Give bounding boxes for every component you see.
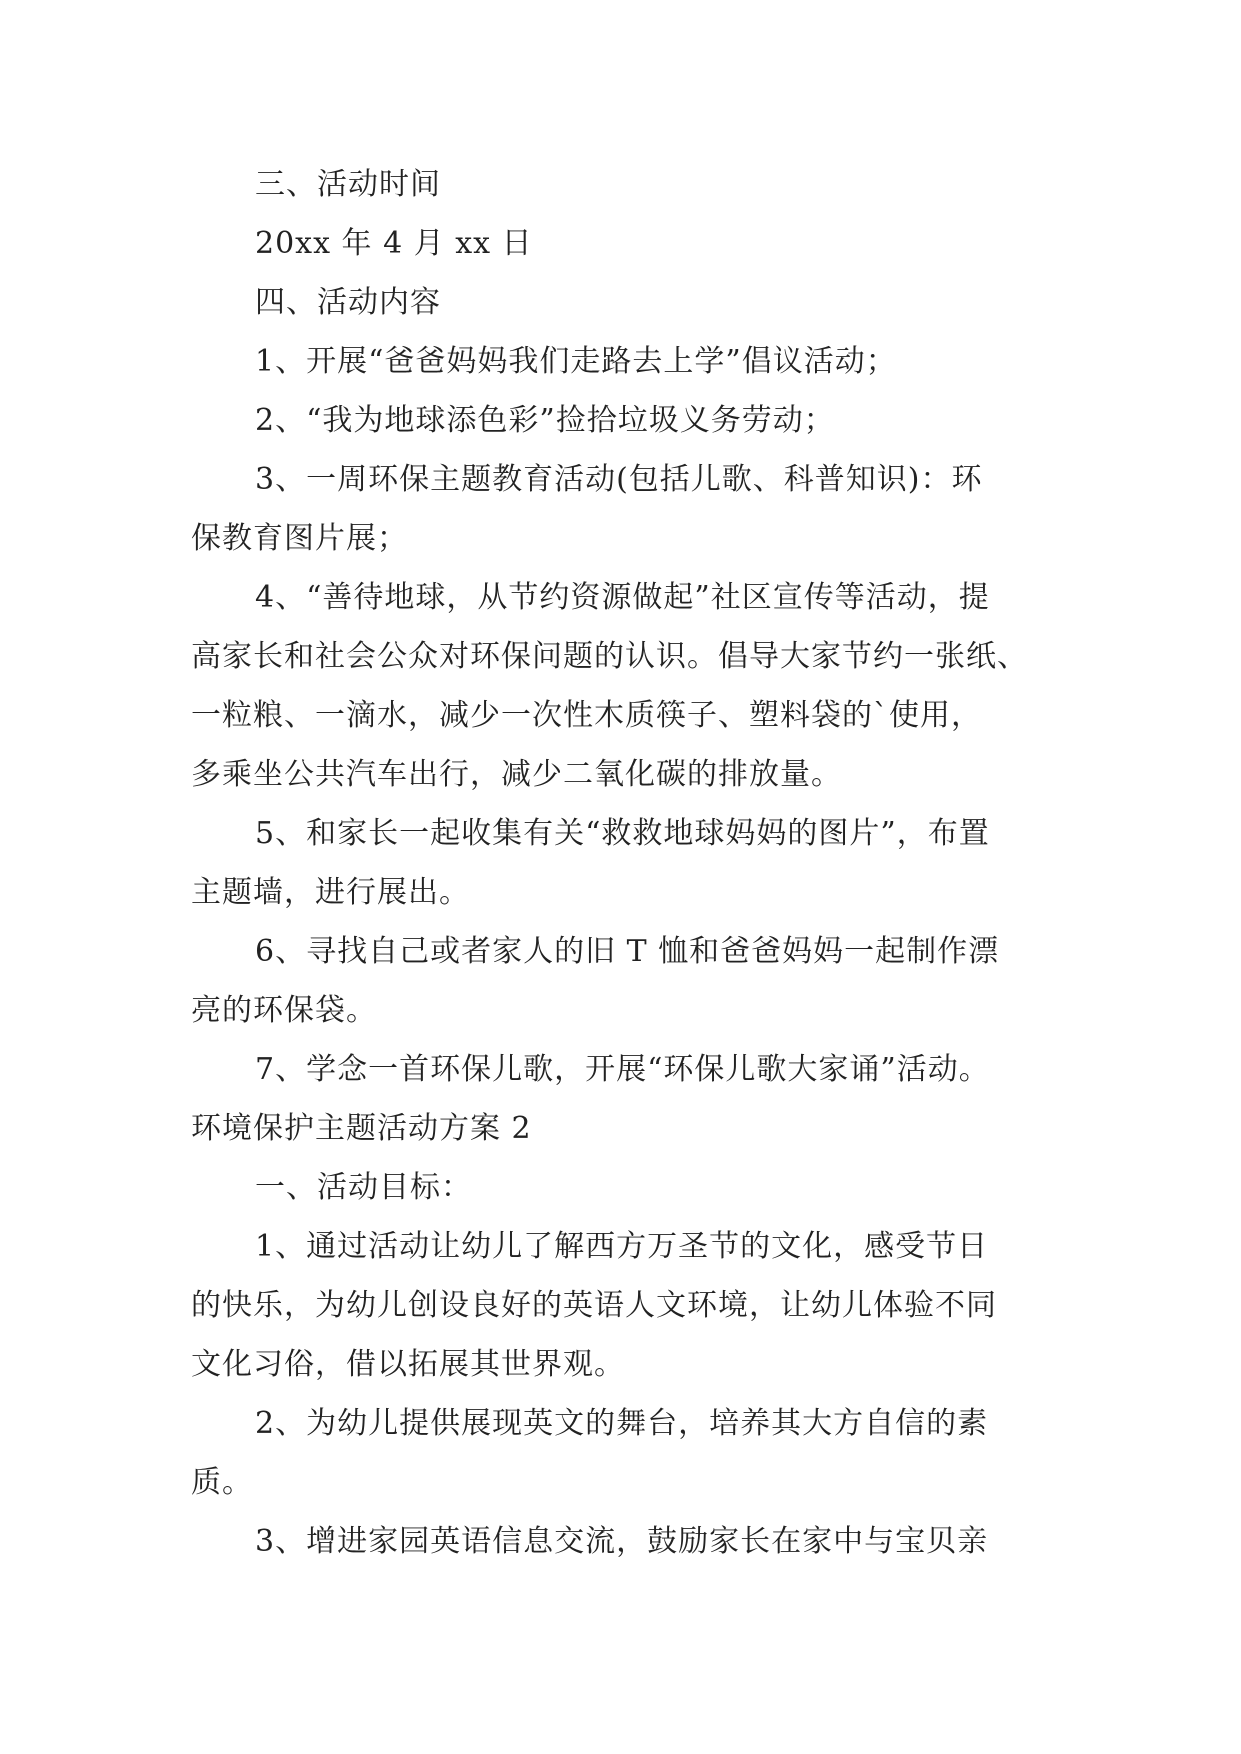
content-item-5-line-2: 主题墙，进行展出。	[191, 875, 470, 910]
goal-item-1-line-1: 1、通过活动让幼儿了解西方万圣节的文化，感受节日	[255, 1229, 989, 1264]
content-item-6-line-2: 亮的环保袋。	[191, 993, 377, 1028]
goal-item-1-line-3: 文化习俗，借以拓展其世界观。	[191, 1347, 625, 1382]
content-item-2: 2、“我为地球添色彩”捡拾垃圾义务劳动；	[255, 403, 835, 438]
content-item-4-line-4: 多乘坐公共汽车出行，减少二氧化碳的排放量。	[191, 757, 842, 792]
heading-activity-goals: 一、活动目标：	[255, 1170, 472, 1205]
section-title-plan-2: 环境保护主题活动方案 2	[191, 1111, 532, 1146]
content-item-4-line-2: 高家长和社会公众对环保问题的认识。倡导大家节约一张纸、	[191, 639, 1028, 674]
heading-activity-time: 三、活动时间	[255, 167, 441, 202]
goal-item-3-line-1: 3、增进家园英语信息交流，鼓励家长在家中与宝贝亲	[255, 1524, 989, 1559]
content-item-6-line-1: 6、寻找自己或者家人的旧 T 恤和爸爸妈妈一起制作漂	[255, 934, 1000, 969]
content-item-7: 7、学念一首环保儿歌，开展“环保儿歌大家诵”活动。	[255, 1052, 990, 1087]
activity-date: 20xx 年 4 月 xx 日	[255, 226, 533, 261]
content-item-3-line-1: 3、一周环保主题教育活动(包括儿歌、科普知识)：环	[255, 462, 983, 497]
content-item-5-line-1: 5、和家长一起收集有关“救救地球妈妈的图片”，布置	[255, 816, 990, 851]
goal-item-2-line-1: 2、为幼儿提供展现英文的舞台，培养其大方自信的素	[255, 1406, 989, 1441]
heading-activity-content: 四、活动内容	[255, 285, 441, 320]
content-item-4-line-3: 一粒粮、一滴水，减少一次性木质筷子、塑料袋的`使用，	[191, 698, 982, 733]
goal-item-2-line-2: 质。	[191, 1465, 253, 1500]
content-item-3-line-2: 保教育图片展；	[191, 521, 408, 556]
content-item-4-line-1: 4、“善待地球，从节约资源做起”社区宣传等活动，提	[255, 580, 990, 615]
goal-item-1-line-2: 的快乐，为幼儿创设良好的英语人文环境，让幼儿体验不同	[191, 1288, 997, 1323]
content-item-1: 1、开展“爸爸妈妈我们走路去上学”倡议活动；	[255, 344, 897, 379]
